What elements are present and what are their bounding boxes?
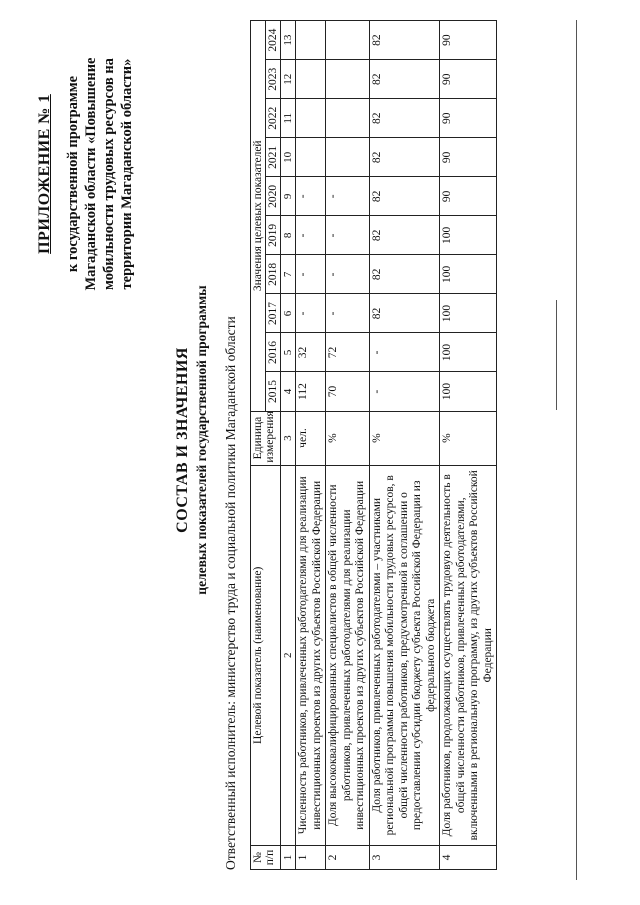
column-index: 4 — [281, 372, 296, 411]
value-cell: - — [369, 372, 440, 411]
value-cell — [326, 60, 370, 99]
appendix-line: Магаданской области «Повышение — [83, 57, 99, 291]
value-cell — [296, 99, 326, 138]
year-header: 2022 — [266, 99, 281, 138]
value-cell: 100 — [440, 255, 497, 294]
column-index: 8 — [281, 216, 296, 255]
year-header: 2017 — [266, 294, 281, 333]
value-cell: 82 — [369, 21, 440, 60]
value-cell: 82 — [369, 177, 440, 216]
column-index: 1 — [281, 845, 296, 869]
year-header: 2016 — [266, 333, 281, 372]
unit-cell: чел. — [296, 411, 326, 465]
header-unit: Единица измерения — [251, 411, 281, 465]
column-index: 2 — [281, 465, 296, 845]
unit-cell: % — [326, 411, 370, 465]
header-row — [251, 21, 266, 870]
value-cell — [326, 138, 370, 177]
document-heading — [174, 0, 210, 880]
value-cell: 100 — [440, 216, 497, 255]
value-cell: - — [296, 216, 326, 255]
appendix-line: к государственной программе — [65, 75, 81, 273]
unit-cell: % — [440, 411, 497, 465]
value-cell: - — [326, 177, 370, 216]
row-number: 2 — [326, 845, 370, 869]
value-cell: - — [296, 294, 326, 333]
table-body — [296, 21, 497, 870]
signature-rule — [556, 300, 557, 410]
appendix-title: ПРИЛОЖЕНИЕ № 1 — [36, 94, 53, 254]
header-num: № п/п — [251, 845, 281, 869]
column-index: 7 — [281, 255, 296, 294]
column-index: 9 — [281, 177, 296, 216]
year-header: 2021 — [266, 138, 281, 177]
indicator-name: Доля высококвалифицированных специалистов в общей численности работников, привлеченных работодателями для реализации инвестиционных проектов из других субъектов Российской Федерации — [326, 465, 370, 845]
column-index: 10 — [281, 138, 296, 177]
value-cell — [326, 99, 370, 138]
value-cell: 32 — [296, 333, 326, 372]
value-cell — [296, 60, 326, 99]
value-cell: 82 — [369, 294, 440, 333]
value-cell: 100 — [440, 333, 497, 372]
year-header: 2018 — [266, 255, 281, 294]
value-cell: 82 — [369, 216, 440, 255]
value-cell — [296, 21, 326, 60]
value-cell: - — [296, 177, 326, 216]
table-row — [369, 21, 440, 870]
value-cell: - — [326, 216, 370, 255]
value-cell: 82 — [369, 138, 440, 177]
rotated-content — [28, 0, 588, 880]
value-cell: 70 — [326, 372, 370, 411]
value-cell: - — [326, 294, 370, 333]
document-title: СОСТАВ И ЗНАЧЕНИЯ — [174, 347, 191, 533]
column-index: 11 — [281, 99, 296, 138]
value-cell: 72 — [326, 333, 370, 372]
table-row — [296, 21, 326, 870]
indicator-name: Численность работников, привлеченных работодателями для реализации инвестиционных проектов из других субъектов Российской Федерации — [296, 465, 326, 845]
value-cell: 100 — [440, 372, 497, 411]
row-number: 1 — [296, 845, 326, 869]
indicator-name: Доля работников, продолжающих осуществлять трудовую деятельность в общей численности работников, привлеченных работодателями, включенными в региональную программу, из других субъектов Российской Федерации — [440, 465, 497, 845]
row-number: 4 — [440, 845, 497, 869]
header-indicator: Целевой показатель (наименование) — [251, 465, 281, 845]
indicators-table — [250, 20, 497, 870]
row-number: 3 — [369, 845, 440, 869]
value-cell: 90 — [440, 177, 497, 216]
appendix-block — [36, 24, 136, 324]
appendix-subtitle — [64, 24, 136, 324]
column-index: 3 — [281, 411, 296, 465]
unit-cell: % — [369, 411, 440, 465]
value-cell: 90 — [440, 99, 497, 138]
indicator-name: Доля работников, привлеченных работодателями – участниками региональной программы повышения мобильности трудовых ресурсов, в общей численности работников, предусмотренной в соглашении о предоставлении субсидии бюджету субъекта Российской Федерации из федерального бюджета — [369, 465, 440, 845]
document-subtitle: целевых показателей государственной программы — [194, 285, 209, 595]
appendix-line: территории Магаданской области» — [119, 58, 135, 290]
value-cell: 82 — [369, 60, 440, 99]
year-header: 2024 — [266, 21, 281, 60]
value-cell: 100 — [440, 294, 497, 333]
value-cell — [326, 21, 370, 60]
year-header: 2023 — [266, 60, 281, 99]
header-values: Значения целевых показателей — [251, 21, 266, 412]
index-row — [281, 21, 296, 870]
value-cell: 90 — [440, 21, 497, 60]
value-cell: 112 — [296, 372, 326, 411]
year-header: 2020 — [266, 177, 281, 216]
column-index: 6 — [281, 294, 296, 333]
value-cell: 90 — [440, 60, 497, 99]
value-cell: - — [369, 333, 440, 372]
value-cell: 90 — [440, 138, 497, 177]
column-index: 13 — [281, 21, 296, 60]
value-cell: 82 — [369, 255, 440, 294]
year-header: 2019 — [266, 216, 281, 255]
column-index: 12 — [281, 60, 296, 99]
value-cell: 82 — [369, 99, 440, 138]
table-row — [440, 21, 497, 870]
value-cell: - — [296, 255, 326, 294]
value-cell — [296, 138, 326, 177]
column-index: 5 — [281, 333, 296, 372]
appendix-line: мобильности трудовых ресурсов на — [101, 58, 117, 290]
table-row — [326, 21, 370, 870]
value-cell: - — [326, 255, 370, 294]
year-header: 2015 — [266, 372, 281, 411]
responsible-executor: Ответственный исполнитель: министерство труда и социальной политики Магаданской области — [223, 316, 238, 870]
bottom-rule — [576, 20, 577, 880]
